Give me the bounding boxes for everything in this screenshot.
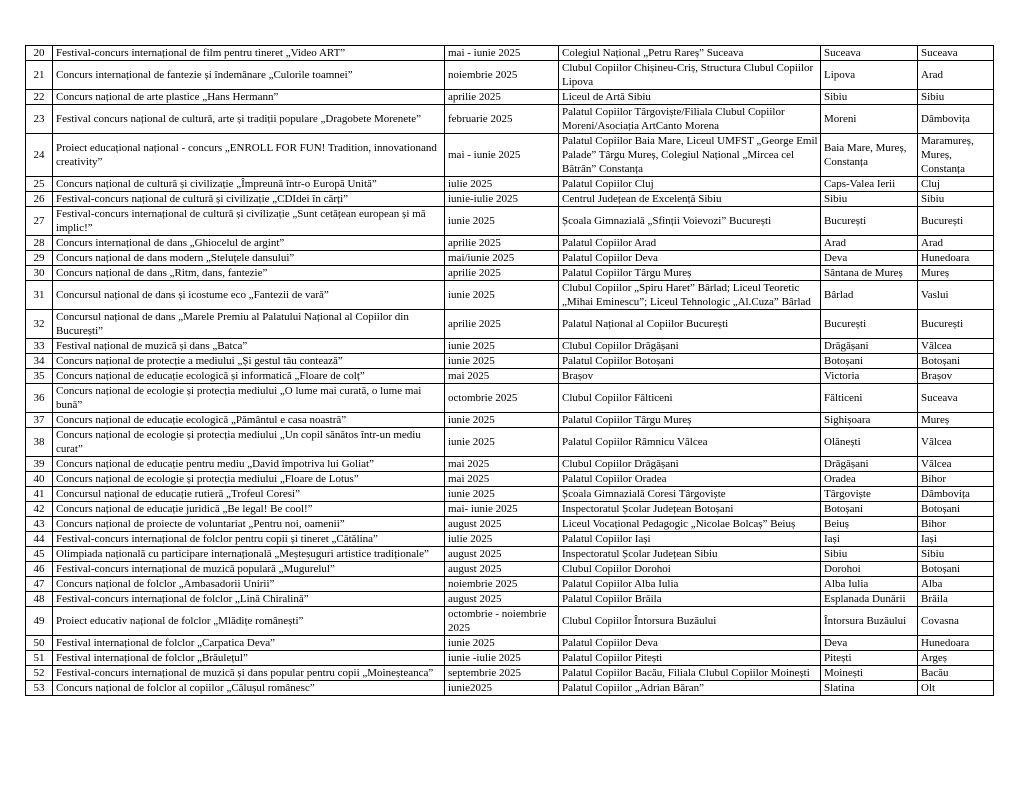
cell-name: Concurs național de proiecte de voluntariat „Pentru noi, oamenii”: [53, 517, 445, 532]
cell-name: Concursul național de dans „Marele Premiu al Palatului Național al Copiilor din București”: [53, 310, 445, 339]
cell-nr: 46: [26, 562, 53, 577]
cell-location: Slatina: [821, 681, 918, 696]
cell-date: iunie 2025: [445, 281, 559, 310]
cell-date: aprilie 2025: [445, 266, 559, 281]
cell-date: august 2025: [445, 592, 559, 607]
cell-organizer: Școala Gimnazială Coresi Târgoviște: [559, 487, 821, 502]
cell-county: Botoșani: [918, 502, 994, 517]
cell-county: Suceava: [918, 46, 994, 61]
table-row: [26, 607, 994, 636]
cell-county: Cluj: [918, 177, 994, 192]
table-row: [26, 562, 994, 577]
cell-location: Botoșani: [821, 502, 918, 517]
cell-location: Drăgășani: [821, 457, 918, 472]
cell-name: Concurs național de cultură și civilizație „Împreună într-o Europă Unită”: [53, 177, 445, 192]
cell-date: noiembrie 2025: [445, 577, 559, 592]
cell-county: Olt: [918, 681, 994, 696]
table-row: [26, 310, 994, 339]
cell-date: iunie 2025: [445, 487, 559, 502]
cell-county: Sibiu: [918, 547, 994, 562]
cell-nr: 47: [26, 577, 53, 592]
cell-organizer: Palatul Copiilor Pitești: [559, 651, 821, 666]
cell-organizer: Clubul Copiilor Întorsura Buzăului: [559, 607, 821, 636]
cell-location: București: [821, 310, 918, 339]
cell-nr: 36: [26, 384, 53, 413]
table-row: [26, 681, 994, 696]
cell-nr: 44: [26, 532, 53, 547]
cell-county: Hunedoara: [918, 251, 994, 266]
cell-county: Hunedoara: [918, 636, 994, 651]
cell-location: Târgoviște: [821, 487, 918, 502]
cell-date: august 2025: [445, 517, 559, 532]
cell-county: Bihor: [918, 517, 994, 532]
cell-county: Argeș: [918, 651, 994, 666]
table-row: [26, 192, 994, 207]
table-row: [26, 502, 994, 517]
table-row: [26, 266, 994, 281]
cell-nr: 50: [26, 636, 53, 651]
cell-location: Suceava: [821, 46, 918, 61]
cell-date: iunie 2025: [445, 207, 559, 236]
table-row: [26, 207, 994, 236]
cell-date: august 2025: [445, 547, 559, 562]
cell-organizer: Palatul Copiilor Arad: [559, 236, 821, 251]
cell-county: Botoșani: [918, 354, 994, 369]
cell-organizer: Clubul Copiilor Dorohoi: [559, 562, 821, 577]
cell-organizer: Clubul Copiilor Fălticeni: [559, 384, 821, 413]
table-row: [26, 46, 994, 61]
cell-county: Bihor: [918, 472, 994, 487]
cell-nr: 34: [26, 354, 53, 369]
table-row: [26, 532, 994, 547]
cell-name: Concurs național de folclor „Ambasadorii Unirii”: [53, 577, 445, 592]
cell-location: Arad: [821, 236, 918, 251]
cell-name: Festival concurs național de cultură, arte și tradiții populare „Dragobete Morenete”: [53, 105, 445, 134]
table-row: [26, 251, 994, 266]
cell-date: august 2025: [445, 562, 559, 577]
table-row: [26, 354, 994, 369]
table-row: [26, 177, 994, 192]
cell-county: Sibiu: [918, 90, 994, 105]
cell-location: Dorohoi: [821, 562, 918, 577]
table-row: [26, 90, 994, 105]
cell-location: Bârlad: [821, 281, 918, 310]
cell-name: Concurs național de educație pentru mediu „David împotriva lui Goliat”: [53, 457, 445, 472]
cell-name: Concurs național de educație ecologică „Pământul e casa noastră”: [53, 413, 445, 428]
cell-location: Pitești: [821, 651, 918, 666]
cell-date: iunie-iulie 2025: [445, 192, 559, 207]
cell-location: Olănești: [821, 428, 918, 457]
cell-organizer: Liceul Vocațional Pedagogic „Nicolae Bolcaș” Beiuș: [559, 517, 821, 532]
cell-organizer: Palatul Copiilor Botoșani: [559, 354, 821, 369]
cell-organizer: Clubul Copiilor Chișineu-Criș, Structura Clubul Copiilor Lipova: [559, 61, 821, 90]
table-row: [26, 339, 994, 354]
cell-county: Dâmbovița: [918, 105, 994, 134]
cell-location: Esplanada Dunării: [821, 592, 918, 607]
table-row: [26, 487, 994, 502]
cell-county: Sibiu: [918, 192, 994, 207]
cell-county: Iași: [918, 532, 994, 547]
cell-name: Concursul național de dans și icostume eco „Fantezii de vară”: [53, 281, 445, 310]
cell-nr: 27: [26, 207, 53, 236]
cell-date: octombrie 2025: [445, 384, 559, 413]
cell-date: iulie 2025: [445, 177, 559, 192]
cell-nr: 30: [26, 266, 53, 281]
cell-name: Festival internațional de folclor „Carpatica Deva”: [53, 636, 445, 651]
cell-organizer: Palatul Copiilor Alba Iulia: [559, 577, 821, 592]
cell-location: Alba Iulia: [821, 577, 918, 592]
cell-date: aprilie 2025: [445, 310, 559, 339]
cell-name: Concurs național de arte plastice „Hans Hermann”: [53, 90, 445, 105]
cell-name: Festival-concurs internațional de folclor „Lină Chiralină”: [53, 592, 445, 607]
cell-nr: 52: [26, 666, 53, 681]
cell-organizer: Brașov: [559, 369, 821, 384]
cell-location: Fălticeni: [821, 384, 918, 413]
cell-location: Moreni: [821, 105, 918, 134]
cell-date: noiembrie 2025: [445, 61, 559, 90]
cell-date: aprilie 2025: [445, 90, 559, 105]
cell-date: iunie2025: [445, 681, 559, 696]
cell-county: Arad: [918, 236, 994, 251]
cell-date: iunie 2025: [445, 428, 559, 457]
cell-organizer: Palatul Copiilor Râmnicu Vâlcea: [559, 428, 821, 457]
cell-date: iunie 2025: [445, 413, 559, 428]
cell-county: Alba: [918, 577, 994, 592]
cell-name: Concurs național de dans „Ritm, dans, fantezie”: [53, 266, 445, 281]
cell-name: Festival-concurs național de cultură și civilizație „CDIdei în cărți”: [53, 192, 445, 207]
cell-name: Concurs național de educație juridică „Be legal! Be cool!”: [53, 502, 445, 517]
cell-date: mai- iunie 2025: [445, 502, 559, 517]
cell-nr: 25: [26, 177, 53, 192]
cell-date: aprilie 2025: [445, 236, 559, 251]
cell-location: Deva: [821, 636, 918, 651]
cell-name: Proiect educațional național - concurs „ENROLL FOR FUN! Tradition, innovationand creativity”: [53, 134, 445, 177]
cell-nr: 31: [26, 281, 53, 310]
cell-date: februarie 2025: [445, 105, 559, 134]
cell-organizer: Inspectoratul Școlar Județean Botoșani: [559, 502, 821, 517]
cell-county: Brașov: [918, 369, 994, 384]
table-row: [26, 281, 994, 310]
cell-date: mai 2025: [445, 457, 559, 472]
events-table: [25, 45, 994, 696]
cell-nr: 41: [26, 487, 53, 502]
cell-county: Arad: [918, 61, 994, 90]
table-row: [26, 134, 994, 177]
cell-organizer: Palatul Copiilor Cluj: [559, 177, 821, 192]
table-row: [26, 547, 994, 562]
cell-county: Covasna: [918, 607, 994, 636]
cell-organizer: Inspectoratul Școlar Județean Sibiu: [559, 547, 821, 562]
cell-name: Festival-concurs internațional de muzică și dans popular pentru copii „Moineșteanca”: [53, 666, 445, 681]
cell-organizer: Clubul Copiilor „Spiru Haret” Bârlad; Liceul Teoretic „Mihai Eminescu”; Liceul Tehnologic „Al.Cuza” Bârlad: [559, 281, 821, 310]
table-row: [26, 428, 994, 457]
cell-organizer: Palatul Copiilor Bacău, Filiala Clubul Copiilor Moinești: [559, 666, 821, 681]
cell-nr: 48: [26, 592, 53, 607]
cell-location: Deva: [821, 251, 918, 266]
cell-organizer: Palatul Copiilor Iași: [559, 532, 821, 547]
cell-county: Vâlcea: [918, 457, 994, 472]
cell-organizer: Palatul Copiilor „Adrian Băran”: [559, 681, 821, 696]
cell-location: Întorsura Buzăului: [821, 607, 918, 636]
cell-name: Concurs național de folclor al copiilor „Călușul românesc”: [53, 681, 445, 696]
cell-nr: 21: [26, 61, 53, 90]
cell-organizer: Palatul Copiilor Deva: [559, 636, 821, 651]
cell-name: Concurs internațional de dans „Ghiocelul de argint”: [53, 236, 445, 251]
cell-nr: 35: [26, 369, 53, 384]
cell-name: Proiect educativ național de folclor „Mlădițe românești”: [53, 607, 445, 636]
cell-location: Baia Mare, Mureș, Constanța: [821, 134, 918, 177]
cell-nr: 38: [26, 428, 53, 457]
cell-nr: 20: [26, 46, 53, 61]
cell-organizer: Palatul Copiilor Brăila: [559, 592, 821, 607]
cell-organizer: Palatul Copiilor Baia Mare, Liceul UMFST „George Emil Palade” Târgu Mureș, Colegiul Național „Mircea cel Bătrân” Constanța: [559, 134, 821, 177]
cell-organizer: Palatul Copiilor Târgoviște/Filiala Clubul Copiilor Moreni/Asociația ArtCanto Morena: [559, 105, 821, 134]
table-row: [26, 636, 994, 651]
cell-nr: 22: [26, 90, 53, 105]
cell-county: Dâmbovița: [918, 487, 994, 502]
cell-location: Caps-Valea Ierii: [821, 177, 918, 192]
table-row: [26, 105, 994, 134]
cell-county: Maramureș, Mureș, Constanța: [918, 134, 994, 177]
cell-county: Bacău: [918, 666, 994, 681]
events-table-body: [26, 46, 994, 696]
cell-organizer: Clubul Copiilor Drăgășani: [559, 339, 821, 354]
cell-county: București: [918, 207, 994, 236]
cell-nr: 45: [26, 547, 53, 562]
cell-location: Sighișoara: [821, 413, 918, 428]
cell-location: Botoșani: [821, 354, 918, 369]
table-row: [26, 413, 994, 428]
cell-name: Festival național de muzică și dans „Batca”: [53, 339, 445, 354]
cell-nr: 32: [26, 310, 53, 339]
cell-location: Sibiu: [821, 90, 918, 105]
cell-nr: 40: [26, 472, 53, 487]
cell-date: mai/iunie 2025: [445, 251, 559, 266]
cell-date: septembrie 2025: [445, 666, 559, 681]
table-row: [26, 517, 994, 532]
cell-name: Concurs național de ecologie și protecția mediului „O lume mai curată, o lume mai bună”: [53, 384, 445, 413]
table-row: [26, 592, 994, 607]
cell-name: Concursul național de educație rutieră „Trofeul Coresi”: [53, 487, 445, 502]
cell-name: Festival-concurs internațional de muzică populară „Mugurelul”: [53, 562, 445, 577]
cell-name: Festival-concurs internațional de film pentru tineret „Video ART”: [53, 46, 445, 61]
cell-county: Vaslui: [918, 281, 994, 310]
cell-county: Vâlcea: [918, 428, 994, 457]
cell-location: Oradea: [821, 472, 918, 487]
cell-organizer: Centrul Județean de Excelență Sibiu: [559, 192, 821, 207]
cell-location: Sântana de Mureș: [821, 266, 918, 281]
cell-organizer: Școala Gimnazială „Sfinții Voievozi” București: [559, 207, 821, 236]
cell-nr: 28: [26, 236, 53, 251]
table-row: [26, 666, 994, 681]
cell-nr: 53: [26, 681, 53, 696]
cell-county: Mureș: [918, 413, 994, 428]
table-row: [26, 457, 994, 472]
cell-location: Victoria: [821, 369, 918, 384]
cell-date: mai 2025: [445, 472, 559, 487]
table-row: [26, 236, 994, 251]
cell-date: iulie 2025: [445, 532, 559, 547]
cell-date: mai 2025: [445, 369, 559, 384]
cell-county: București: [918, 310, 994, 339]
cell-nr: 24: [26, 134, 53, 177]
table-row: [26, 651, 994, 666]
cell-name: Olimpiada națională cu participare internațională „Meșteșuguri artistice tradiționale”: [53, 547, 445, 562]
cell-name: Festival-concurs internațional de cultură și civilizație „Sunt cetățean european și mă implic!”: [53, 207, 445, 236]
cell-name: Festival-concurs internațional de folclor pentru copii și tineret „Cătălina”: [53, 532, 445, 547]
cell-county: Mureș: [918, 266, 994, 281]
cell-date: iunie 2025: [445, 354, 559, 369]
cell-organizer: Palatul Copiilor Oradea: [559, 472, 821, 487]
cell-organizer: Liceul de Artă Sibiu: [559, 90, 821, 105]
cell-name: Concurs național de dans modern „Steluțele dansului”: [53, 251, 445, 266]
table-row: [26, 369, 994, 384]
cell-name: Concurs național de educație ecologică și informatică „Floare de colț”: [53, 369, 445, 384]
cell-name: Concurs internațional de fantezie și îndemânare „Culorile toamnei”: [53, 61, 445, 90]
cell-location: Sibiu: [821, 547, 918, 562]
table-row: [26, 61, 994, 90]
cell-county: Brăila: [918, 592, 994, 607]
cell-location: Moinești: [821, 666, 918, 681]
cell-name: Festival internațional de folclor „Brăulețul”: [53, 651, 445, 666]
cell-date: iunie 2025: [445, 636, 559, 651]
cell-county: Botoșani: [918, 562, 994, 577]
table-row: [26, 577, 994, 592]
cell-location: București: [821, 207, 918, 236]
cell-nr: 39: [26, 457, 53, 472]
cell-location: Lipova: [821, 61, 918, 90]
cell-county: Suceava: [918, 384, 994, 413]
cell-date: mai - iunie 2025: [445, 134, 559, 177]
cell-nr: 42: [26, 502, 53, 517]
cell-nr: 37: [26, 413, 53, 428]
cell-date: mai - iunie 2025: [445, 46, 559, 61]
cell-nr: 43: [26, 517, 53, 532]
cell-location: Drăgășani: [821, 339, 918, 354]
cell-nr: 23: [26, 105, 53, 134]
cell-organizer: Palatul Național al Copiilor București: [559, 310, 821, 339]
cell-organizer: Palatul Copiilor Târgu Mureș: [559, 266, 821, 281]
cell-date: octombrie - noiembrie 2025: [445, 607, 559, 636]
cell-nr: 49: [26, 607, 53, 636]
cell-organizer: Clubul Copiilor Drăgășani: [559, 457, 821, 472]
table-row: [26, 384, 994, 413]
cell-location: Sibiu: [821, 192, 918, 207]
cell-organizer: Palatul Copiilor Târgu Mureș: [559, 413, 821, 428]
cell-name: Concurs național de ecologie și protecția mediului „Floare de Lotus”: [53, 472, 445, 487]
cell-nr: 33: [26, 339, 53, 354]
cell-organizer: Palatul Copiilor Deva: [559, 251, 821, 266]
cell-date: iunie -iulie 2025: [445, 651, 559, 666]
cell-location: Beiuș: [821, 517, 918, 532]
cell-location: Iași: [821, 532, 918, 547]
cell-date: iunie 2025: [445, 339, 559, 354]
table-row: [26, 472, 994, 487]
cell-name: Concurs național de ecologie și protecția mediului „Un copil sănătos într-un mediu curat”: [53, 428, 445, 457]
cell-county: Vâlcea: [918, 339, 994, 354]
cell-name: Concurs național de protecție a mediului „Și gestul tău contează”: [53, 354, 445, 369]
cell-nr: 29: [26, 251, 53, 266]
cell-nr: 26: [26, 192, 53, 207]
cell-organizer: Colegiul Național „Petru Rareș” Suceava: [559, 46, 821, 61]
cell-nr: 51: [26, 651, 53, 666]
